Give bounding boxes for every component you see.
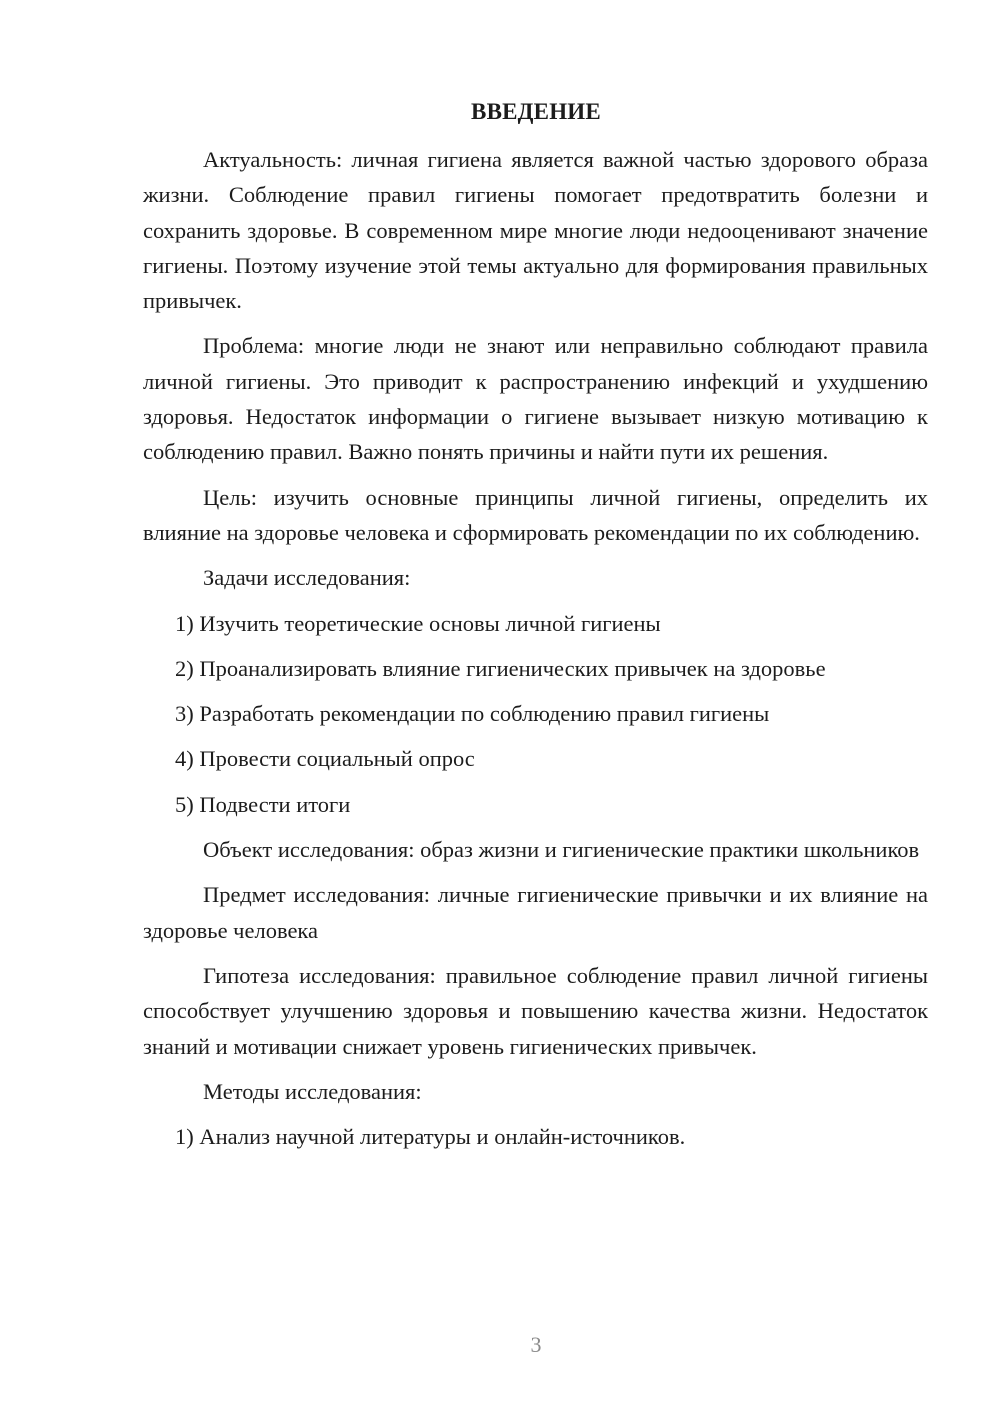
relevance-paragraph: Актуальность: личная гигиена является важной частью здорового образа жизни. Соблюдение правил гигиены помогает предотвратить болезни и сохранить здоровье. В современном мире многие люди недооценивают значение гигиены. Поэтому изучение этой темы актуально для формирования правильных привычек.: [143, 147, 928, 314]
methods-heading: Методы исследования:: [203, 1078, 422, 1104]
tasks-heading: Задачи исследования:: [203, 565, 411, 591]
task-item: 2) Проанализировать влияние гигиенических привычек на здоровье: [175, 655, 826, 681]
document-body: [143, 142, 928, 1154]
section-heading: ВВЕДЕНИЕ: [471, 99, 601, 124]
goal-paragraph: Цель: изучить основные принципы личной гигиены, определить их влияние на здоровье человека и сформировать рекомендации по их соблюдению.: [143, 484, 928, 545]
problem-paragraph: Проблема: многие люди не знают или неправильно соблюдают правила личной гигиены. Это приводит к распространению инфекций и ухудшению здоровья. Недостаток информации о гигиене вызывает низкую мотивацию к соблюдению правил. Важно понять причины и найти пути их решения.: [143, 333, 928, 465]
hypothesis-paragraph: Гипотеза исследования: правильное соблюдение правил личной гигиены способствует улучшению здоровья и повышению качества жизни. Недостаток знаний и мотивации снижает уровень гигиенических привычек.: [143, 962, 928, 1059]
task-item: 1) Изучить теоретические основы личной гигиены: [175, 610, 661, 636]
page-number: 3: [530, 1332, 542, 1357]
object-paragraph: Объект исследования: образ жизни и гигиенические практики школьников: [203, 837, 920, 863]
subject-paragraph: Предмет исследования: личные гигиенические привычки и их влияние на здоровье человека: [143, 882, 928, 943]
task-item: 3) Разработать рекомендации по соблюдению правил гигиены: [175, 701, 770, 727]
task-item: 5) Подвести итоги: [175, 791, 351, 817]
method-item: 1) Анализ научной литературы и онлайн-источников.: [175, 1124, 686, 1150]
task-item: 4) Провести социальный опрос: [175, 746, 475, 772]
